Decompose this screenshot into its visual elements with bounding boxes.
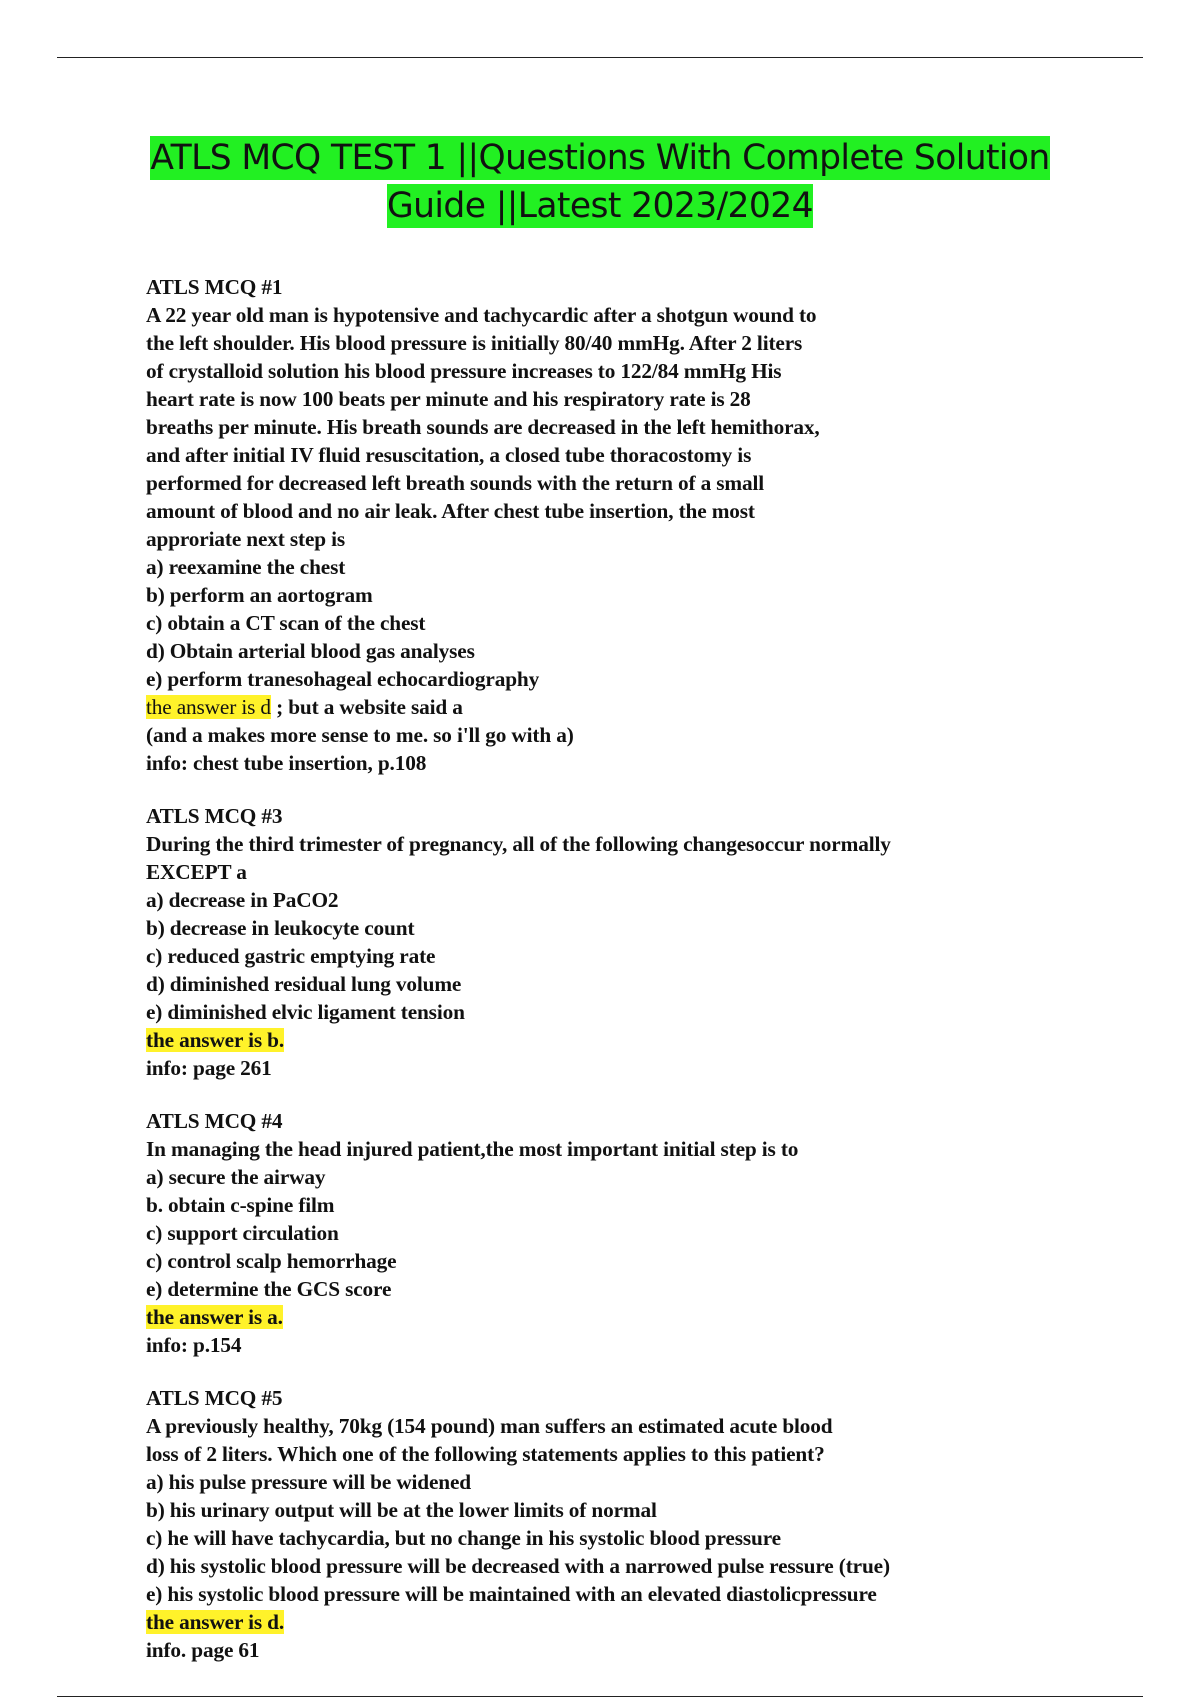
answer-option: b) decrease in leukocyte count (146, 916, 415, 940)
question-heading: ATLS MCQ #3 (146, 804, 283, 828)
answer-highlight: the answer is d. (146, 1610, 285, 1634)
question-stem-line: EXCEPT a (146, 860, 247, 884)
answer-option: d) his systolic blood pressure will be decreased with a narrowed pulse ressure (true) (146, 1554, 890, 1578)
answer-option: e) determine the GCS score (146, 1277, 392, 1301)
answer-line (146, 1608, 1146, 1636)
question-stem-line: and after initial IV fluid resuscitation, a closed tube thoracostomy is (146, 443, 752, 467)
answer-line (146, 1026, 1146, 1054)
answer-option: a) decrease in PaCO2 (146, 888, 339, 912)
question-5 (146, 1384, 1146, 1664)
answer-note: (and a makes more sense to me. so i'll go with a) (146, 723, 574, 747)
answer-option: b. obtain c-spine film (146, 1193, 335, 1217)
title-line-2: Guide ||Latest 2023/2024 (387, 186, 813, 226)
document-title (60, 134, 1140, 230)
question-stem-line: A previously healthy, 70kg (154 pound) man suffers an estimated acute blood (146, 1414, 833, 1438)
top-rule (57, 57, 1143, 58)
answer-option: b) his urinary output will be at the lower limits of normal (146, 1498, 657, 1522)
reference-info: info. page 61 (146, 1638, 260, 1662)
question-stem-line: performed for decreased left breath sounds with the return of a small (146, 471, 765, 495)
reference-info: info: p.154 (146, 1333, 242, 1357)
question-stem-line: heart rate is now 100 beats per minute and his respiratory rate is 28 (146, 387, 751, 411)
reference-info: info: chest tube insertion, p.108 (146, 751, 427, 775)
question-stem-line: of crystalloid solution his blood pressure increases to 122/84 mmHg His (146, 359, 782, 383)
answer-highlight: the answer is a. (146, 1305, 283, 1329)
answer-highlight: the answer is b. (146, 1028, 285, 1052)
question-3 (146, 802, 1146, 1082)
question-heading: ATLS MCQ #1 (146, 275, 283, 299)
question-stem-line: breaths per minute. His breath sounds are decreased in the left hemithorax, (146, 415, 820, 439)
question-stem-line: In managing the head injured patient,the most important initial step is to (146, 1137, 799, 1161)
question-heading: ATLS MCQ #4 (146, 1109, 283, 1133)
answer-option: c) reduced gastric emptying rate (146, 944, 436, 968)
bottom-rule (57, 1696, 1143, 1697)
answer-option: d) Obtain arterial blood gas analyses (146, 639, 475, 663)
reference-info: info: page 261 (146, 1056, 272, 1080)
answer-option: c) support circulation (146, 1221, 339, 1245)
answer-option: c) he will have tachycardia, but no change in his systolic blood pressure (146, 1526, 781, 1550)
question-stem-line: approriate next step is (146, 527, 346, 551)
answer-line (146, 1303, 1146, 1331)
answer-option: d) diminished residual lung volume (146, 972, 462, 996)
answer-option: a) secure the airway (146, 1165, 326, 1189)
answer-line (146, 693, 1146, 721)
question-stem-line: A 22 year old man is hypotensive and tachycardic after a shotgun wound to (146, 303, 817, 327)
answer-option: c) control scalp hemorrhage (146, 1249, 397, 1273)
title-line-1: ATLS MCQ TEST 1 ||Questions With Complete Solution (150, 138, 1050, 178)
answer-suffix: ; but a website said a (270, 695, 463, 719)
answer-option: a) reexamine the chest (146, 555, 346, 579)
answer-highlight: the answer is d (146, 695, 271, 719)
question-stem-line: loss of 2 liters. Which one of the following statements applies to this patient? (146, 1442, 825, 1466)
questions-body (146, 273, 1146, 1689)
answer-option: e) perform tranesohageal echocardiography (146, 667, 540, 691)
question-stem-line: amount of blood and no air leak. After chest tube insertion, the most (146, 499, 755, 523)
answer-option: b) perform an aortogram (146, 583, 373, 607)
answer-option: e) his systolic blood pressure will be maintained with an elevated diastolicpressure (146, 1582, 877, 1606)
answer-option: a) his pulse pressure will be widened (146, 1470, 471, 1494)
question-stem-line: the left shoulder. His blood pressure is initially 80/40 mmHg. After 2 liters (146, 331, 803, 355)
answer-option: e) diminished elvic ligament tension (146, 1000, 465, 1024)
question-heading: ATLS MCQ #5 (146, 1386, 283, 1410)
question-stem-line: During the third trimester of pregnancy, all of the following changesoccur normally (146, 832, 891, 856)
question-4 (146, 1107, 1146, 1359)
question-1 (146, 273, 1146, 777)
answer-option: c) obtain a CT scan of the chest (146, 611, 426, 635)
